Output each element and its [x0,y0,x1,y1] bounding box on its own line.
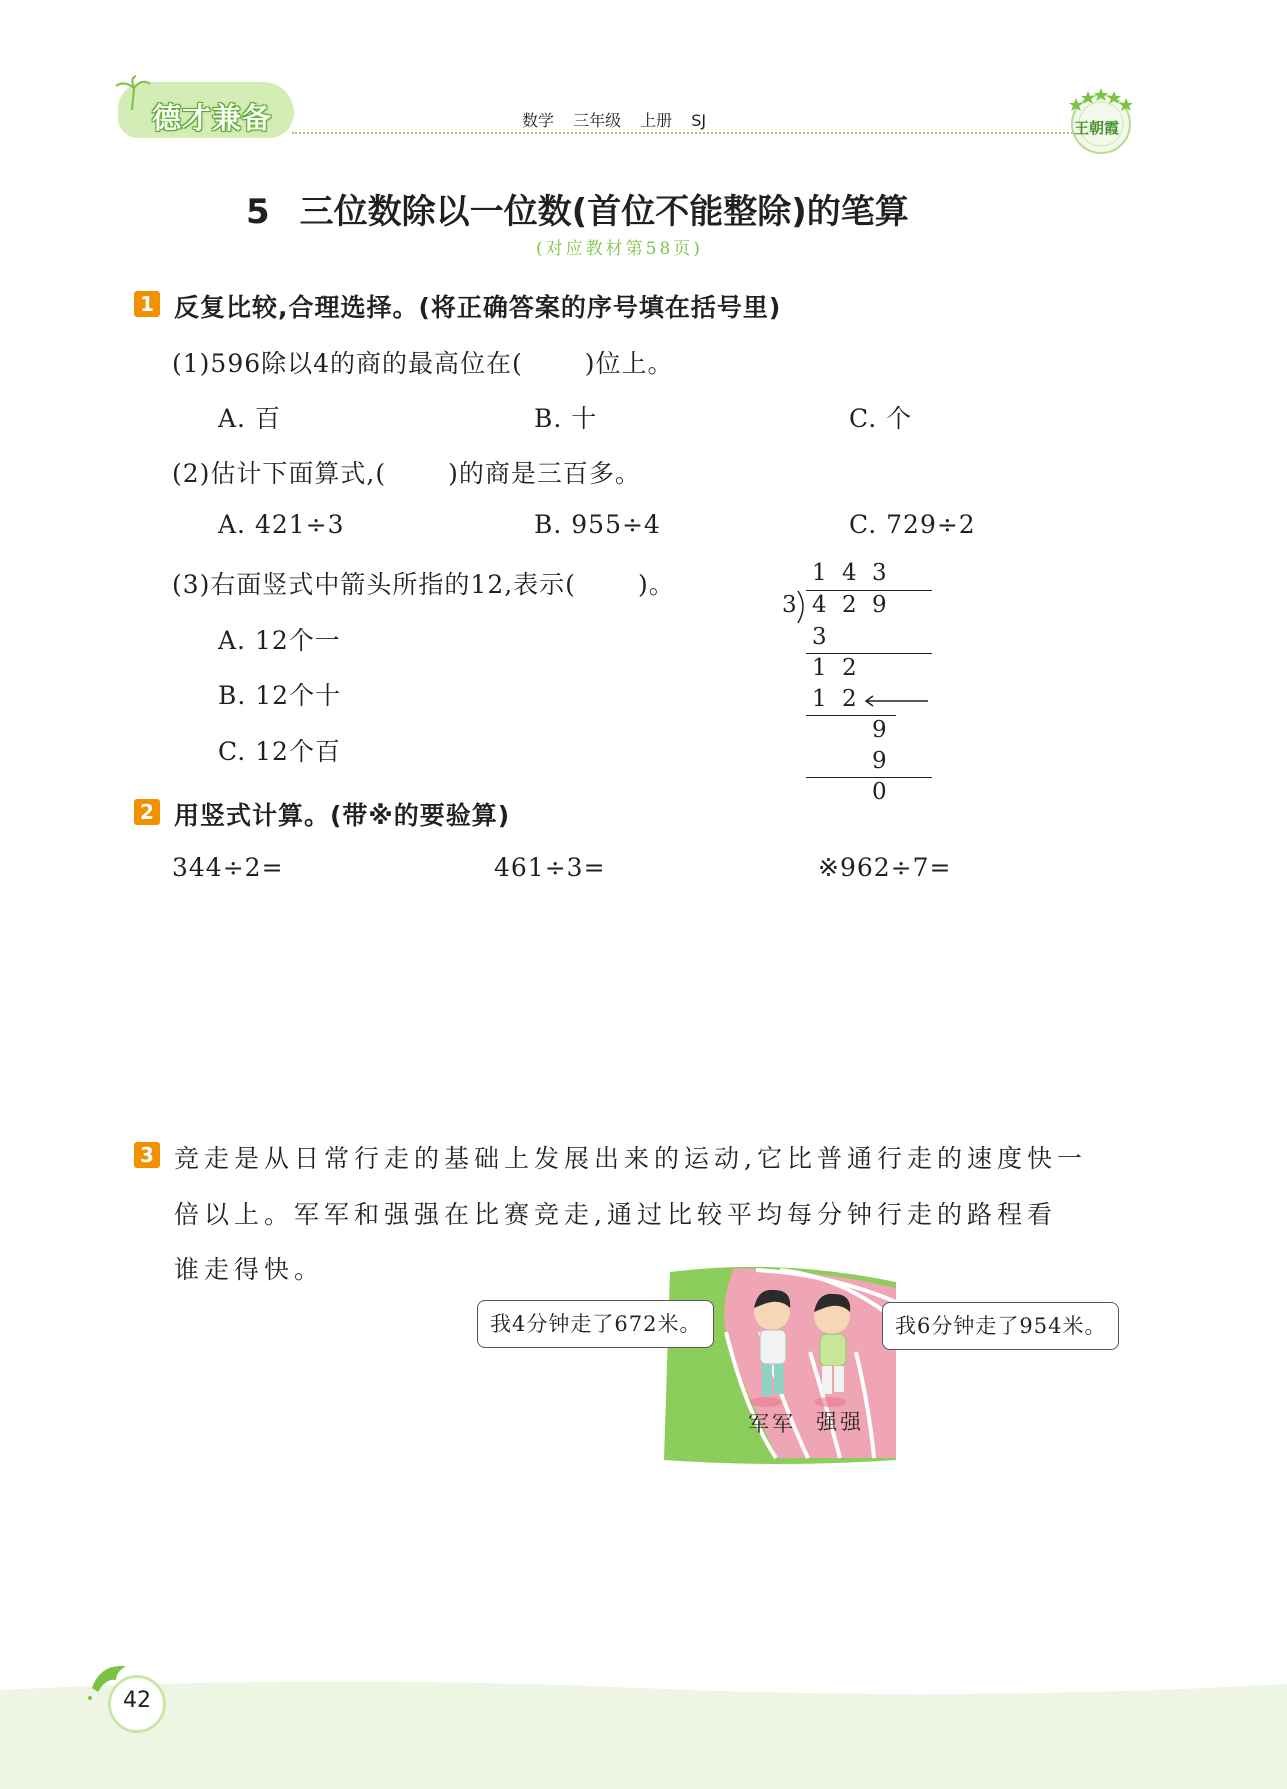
header-divider [292,132,1080,134]
speech-bubble-left: 我4分钟走了672米。 [477,1300,714,1348]
step-digit: 0 [872,779,887,805]
question-1-3-text-before: (3)右面竖式中箭头所指的12,表示( [172,570,576,599]
division-bracket [796,590,810,624]
question-1-2-text-after: )的商是三百多。 [448,459,641,488]
step-digit: 9 [872,717,887,743]
step-digit: 1 [812,686,827,712]
arrow-left-icon [862,694,932,708]
page-number: 42 [123,1688,151,1713]
option-1-3-b: B. 12个十 [218,681,342,710]
book-info: 数学 三年级 上册 SJ [522,111,707,130]
palm-tree-icon [112,74,152,114]
quotient-digit: 4 [842,560,857,586]
lesson-title-text: 三位数除以一位数(首位不能整除)的笔算 [299,192,909,232]
option-1-3-c: C. 12个百 [218,737,341,766]
option-1-1-c: C. 个 [849,404,913,433]
dividend-digit: 9 [872,592,887,618]
quotient-digit: 1 [812,560,827,586]
long-division [770,560,960,810]
option-1-2-a: A. 421÷3 [218,510,345,539]
problem-2-3: ※962÷7= [818,853,952,882]
section-3-line-1: 竞走是从日常行走的基础上发展出来的运动,它比普通行走的速度快一 [174,1144,1087,1173]
step-line [806,715,896,716]
step-digit: 3 [812,624,827,650]
division-bar [806,590,932,591]
option-1-1-b: B. 十 [534,404,598,433]
step-digit: 9 [872,748,887,774]
option-1-2-b: B. 955÷4 [534,510,661,539]
dividend-digit: 2 [842,592,857,618]
name-label-right: 强强 [816,1410,864,1434]
name-label-left: 军军 [748,1412,796,1436]
seal-text: 王朝霞 [1074,119,1120,137]
option-1-2-c: C. 729÷2 [849,510,976,539]
question-1-1 [172,344,674,380]
step-line [806,653,932,654]
section-2-badge: 2 [134,799,160,825]
lesson-number: 5 [246,192,270,232]
step-line [806,777,932,778]
option-1-1-a: A. 百 [218,404,281,433]
question-1-2 [172,454,641,490]
footer-background [0,1680,1287,1789]
section-1-badge: 1 [134,291,160,317]
section-3-badge: 3 [134,1142,160,1168]
section-3-line-3: 谁走得快。 [174,1255,325,1284]
lesson-reference: (对应教材第58页) [536,239,703,259]
step-digit: 2 [842,686,857,712]
section-3-line-2: 倍以上。军军和强强在比赛竞走,通过比较平均每分钟行走的路程看 [174,1200,1057,1229]
quotient-digit: 3 [872,560,887,586]
divisor: 3 [782,592,797,618]
question-1-1-text-after: )位上。 [584,349,674,378]
question-1-2-text-before: (2)估计下面算式,( [172,459,387,488]
problem-2-1: 344÷2= [172,853,284,882]
lesson-title [246,184,909,233]
section-2-title: 用竖式计算。(带※的要验算) [174,801,511,830]
option-1-3-a: A. 12个一 [218,626,341,655]
problem-2-2: 461÷3= [494,853,606,882]
question-1-3 [172,565,675,601]
step-digit: 1 [812,655,827,681]
speech-bubble-right: 我6分钟走了954米。 [882,1302,1119,1350]
question-1-3-text-after: )。 [637,570,675,599]
dividend-digit: 4 [812,592,827,618]
section-1-title: 反复比较,合理选择。(将正确答案的序号填在括号里) [174,293,782,322]
question-1-1-text-before: (1)596除以4的商的最高位在( [172,349,523,378]
logo-text: 德才兼备 [152,101,273,135]
step-digit: 2 [842,655,857,681]
